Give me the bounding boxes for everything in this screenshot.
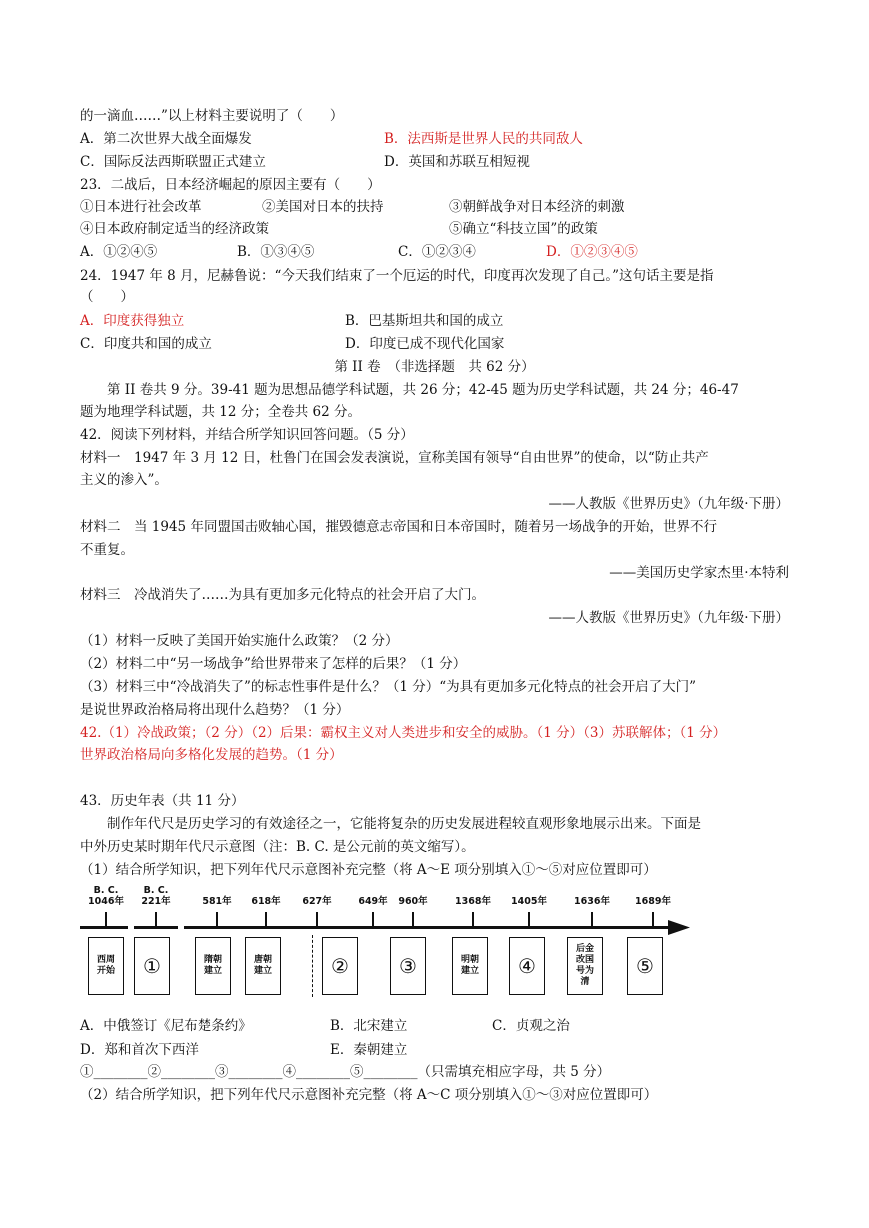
timeline-axis-gap bbox=[128, 924, 134, 931]
timeline-blank-box[interactable] bbox=[134, 937, 170, 995]
q22-option-d: D．英国和苏联互相短视 bbox=[384, 154, 530, 170]
q42-material3-source: ——人教版《世界历史》（九年级·下册） bbox=[548, 610, 789, 626]
q42-subquestion-3-line2: 是说世界政治格局将出现什么趋势？（1 分） bbox=[80, 702, 350, 718]
q23-option-d-answer: D．①②③④⑤ bbox=[546, 244, 638, 260]
timeline-tick bbox=[472, 912, 474, 928]
part2-intro-line2: 题为地理学科试题，共 12 分；全卷共 62 分。 bbox=[80, 404, 362, 420]
timeline-year-value: 221年 bbox=[141, 896, 171, 907]
timeline-box-label: ① bbox=[143, 953, 161, 978]
timeline-box-label: ② bbox=[331, 953, 349, 978]
timeline-tick bbox=[591, 912, 593, 928]
timeline-tick bbox=[155, 912, 157, 928]
timeline-axis-gap bbox=[178, 924, 184, 931]
timeline-year-value: 960年 bbox=[398, 896, 428, 907]
q42-material2-source: ——美国历史学家杰里·本特利 bbox=[609, 565, 789, 581]
q22-stem-end: 的一滴血……”以上材料主要说明了（ ） bbox=[80, 108, 344, 124]
timeline-diagram bbox=[80, 885, 690, 1005]
timeline-year-value: 1689年 bbox=[635, 896, 671, 907]
timeline-blank-box[interactable] bbox=[509, 937, 545, 995]
q42-material3: 材料三 冷战消失了……为具有更加多元化特点的社会开启了大门。 bbox=[80, 587, 485, 603]
q22-option-b-answer: B．法西斯是世界人民的共同敌人 bbox=[384, 131, 583, 147]
timeline-year-value: 1368年 bbox=[455, 896, 491, 907]
q42-subquestion-2: （2）材料二中“另一场战争”给世界带来了怎样的后果？（1 分） bbox=[80, 656, 467, 672]
q23-item-4: ④日本政府制定适当的经济政策 bbox=[80, 221, 269, 237]
q24-stem-bracket: （ ） bbox=[80, 289, 134, 305]
timeline-tick bbox=[372, 912, 374, 928]
q42-material1-line2: 主义的渗入”。 bbox=[80, 472, 168, 488]
q42-material1-line1: 材料一 1947 年 3 月 12 日，杜鲁门在国会发表演说，宣称美国有领导“自由世界”的使命，以“防止共产 bbox=[80, 450, 709, 466]
timeline-box-label: 隋朝 建立 bbox=[203, 955, 222, 976]
q24-stem: 24．1947 年 8 月，尼赫鲁说：“今天我们结束了一个厄运的时代，印度再次发现了自己。”这句话主要是指 bbox=[80, 268, 714, 284]
timeline-tick bbox=[652, 912, 654, 928]
q24-option-a-answer: A．印度获得独立 bbox=[80, 313, 185, 329]
timeline-year-era: B. C. bbox=[93, 885, 119, 896]
timeline-year-value: 1636年 bbox=[574, 896, 610, 907]
timeline-dashed-separator bbox=[312, 935, 313, 997]
timeline-year-label bbox=[244, 896, 288, 907]
q23-item-1: ①日本进行社会改革 bbox=[80, 199, 202, 215]
timeline-box-label: ③ bbox=[399, 953, 417, 978]
q43-stem: 43．历史年表（共 11 分） bbox=[80, 793, 245, 809]
q24-option-b: B．巴基斯坦共和国的成立 bbox=[345, 313, 504, 329]
q23-option-c: C．①②③④ bbox=[398, 244, 476, 260]
q43-option-a: A．中俄签订《尼布楚条约》 bbox=[80, 1018, 252, 1034]
q23-item-5: ⑤确立“科技立国”的政策 bbox=[449, 221, 598, 237]
timeline-box-label: 西周 开始 bbox=[96, 955, 115, 976]
timeline-event-box bbox=[567, 937, 603, 995]
q23-option-a: A．①②④⑤ bbox=[80, 244, 158, 260]
q43-option-d: D．郑和首次下西洋 bbox=[80, 1042, 199, 1058]
q43-option-c: C．贞观之治 bbox=[492, 1018, 570, 1034]
q43-option-e: E．秦朝建立 bbox=[330, 1042, 408, 1058]
part2-intro-line1: 第 II 卷共 9 分。39-41 题为思想品德学科试题，共 26 分；42-45 题为历史学科试题，共 24 分；46-47 bbox=[107, 382, 739, 398]
timeline-year-label bbox=[195, 896, 239, 907]
q43-option-b: B．北宋建立 bbox=[330, 1018, 408, 1034]
timeline-year-value: 627年 bbox=[302, 896, 332, 907]
timeline-year-value: 1405年 bbox=[511, 896, 547, 907]
timeline-tick bbox=[412, 912, 414, 928]
timeline-tick bbox=[528, 912, 530, 928]
timeline-year-label bbox=[351, 896, 395, 907]
timeline-year-value: 649年 bbox=[358, 896, 388, 907]
timeline-blank-box[interactable] bbox=[322, 937, 358, 995]
part2-title: 第 II 卷 （非选择题 共 62 分） bbox=[334, 359, 535, 375]
q24-option-d: D．印度已成不现代化国家 bbox=[345, 336, 505, 352]
q42-material2-line1: 材料二 当 1945 年同盟国击败轴心国，摧毁德意志帝国和日本帝国时，随着另一场战争的开始，世界不行 bbox=[80, 519, 717, 535]
q23-stem: 23．二战后，日本经济崛起的原因主要有（ ） bbox=[80, 177, 381, 193]
timeline-box-label: 唐朝 建立 bbox=[253, 955, 272, 976]
q23-option-b: B．①③④⑤ bbox=[237, 244, 315, 260]
timeline-year-label bbox=[391, 896, 435, 907]
q42-answer-line2: 世界政治格局向多格化发展的趋势。（1 分） bbox=[80, 747, 343, 763]
q42-subquestion-1: （1）材料一反映了美国开始实施什么政策？（2 分） bbox=[80, 633, 399, 649]
timeline-year-label bbox=[134, 885, 178, 907]
timeline-year-label bbox=[84, 885, 128, 907]
timeline-year-label bbox=[451, 896, 495, 907]
timeline-blank-box[interactable] bbox=[627, 937, 663, 995]
timeline-year-label bbox=[507, 896, 551, 907]
timeline-year-label bbox=[631, 896, 675, 907]
q24-option-c: C．印度共和国的成立 bbox=[80, 336, 212, 352]
timeline-year-label bbox=[295, 896, 339, 907]
timeline-year-value: 618年 bbox=[251, 896, 281, 907]
timeline-event-box bbox=[452, 937, 488, 995]
timeline-box-label: ④ bbox=[518, 953, 536, 978]
q23-item-3: ③朝鲜战争对日本经济的刺激 bbox=[449, 199, 625, 215]
timeline-event-box bbox=[245, 937, 281, 995]
timeline-blank-box[interactable] bbox=[390, 937, 426, 995]
q43-part1-instruction: （1）结合所学知识，把下列年代尺示意图补充完整（将 A～E 项分别填入①～⑤对应位置即可） bbox=[80, 862, 657, 878]
timeline-tick bbox=[265, 912, 267, 928]
timeline-event-box bbox=[88, 937, 124, 995]
q42-answer-line1: 42.（1）冷战政策；（2 分）（2）后果：霸权主义对人类进步和安全的威胁。（1 分）（3）苏联解体；（1 分） bbox=[80, 725, 727, 741]
timeline-year-label bbox=[570, 896, 614, 907]
q42-material1-source: ——人教版《世界历史》（九年级·下册） bbox=[548, 496, 789, 512]
q43-part2-instruction: （2）结合所学知识，把下列年代尺示意图补充完整（将 A～C 项分别填入①～③对应位置即可） bbox=[80, 1087, 658, 1103]
q42-material2-line2: 不重复。 bbox=[80, 542, 134, 558]
q43-fill-blanks[interactable]: ①________②________③________④________⑤________（只需填充相应字母，共 5 分） bbox=[80, 1064, 611, 1080]
q43-intro-line1: 制作年代尺是历史学习的有效途径之一，它能将复杂的历史发展进程较直观形象地展示出来。下面是 bbox=[107, 816, 701, 832]
timeline-box-label: 后金 改国 号为 清 bbox=[575, 944, 594, 987]
timeline-year-value: 1046年 bbox=[88, 896, 124, 907]
q23-item-2: ②美国对日本的扶持 bbox=[262, 199, 384, 215]
timeline-axis bbox=[80, 926, 674, 929]
timeline-tick bbox=[216, 912, 218, 928]
timeline-box-label: ⑤ bbox=[636, 953, 654, 978]
timeline-tick bbox=[316, 912, 318, 928]
timeline-arrow-icon bbox=[668, 920, 690, 935]
q42-subquestion-3-line1: （3）材料三中“冷战消失了”的标志性事件是什么？（1 分）“为具有更加多元化特点的社会开启了大门” bbox=[80, 679, 697, 695]
q42-stem: 42．阅读下列材料，并结合所学知识回答问题。（5 分） bbox=[80, 427, 414, 443]
timeline-year-era: B. C. bbox=[143, 885, 169, 896]
timeline-tick bbox=[105, 912, 107, 928]
timeline-year-value: 581年 bbox=[202, 896, 232, 907]
q43-intro-line2: 中外历史某时期年代尺示意图（注：B. C. 是公元前的英文缩写）。 bbox=[80, 839, 475, 855]
q22-option-a: A．第二次世界大战全面爆发 bbox=[80, 131, 252, 147]
q22-option-c: C．国际反法西斯联盟正式建立 bbox=[80, 154, 266, 170]
timeline-box-label: 明朝 建立 bbox=[460, 955, 479, 976]
timeline-event-box bbox=[195, 937, 231, 995]
